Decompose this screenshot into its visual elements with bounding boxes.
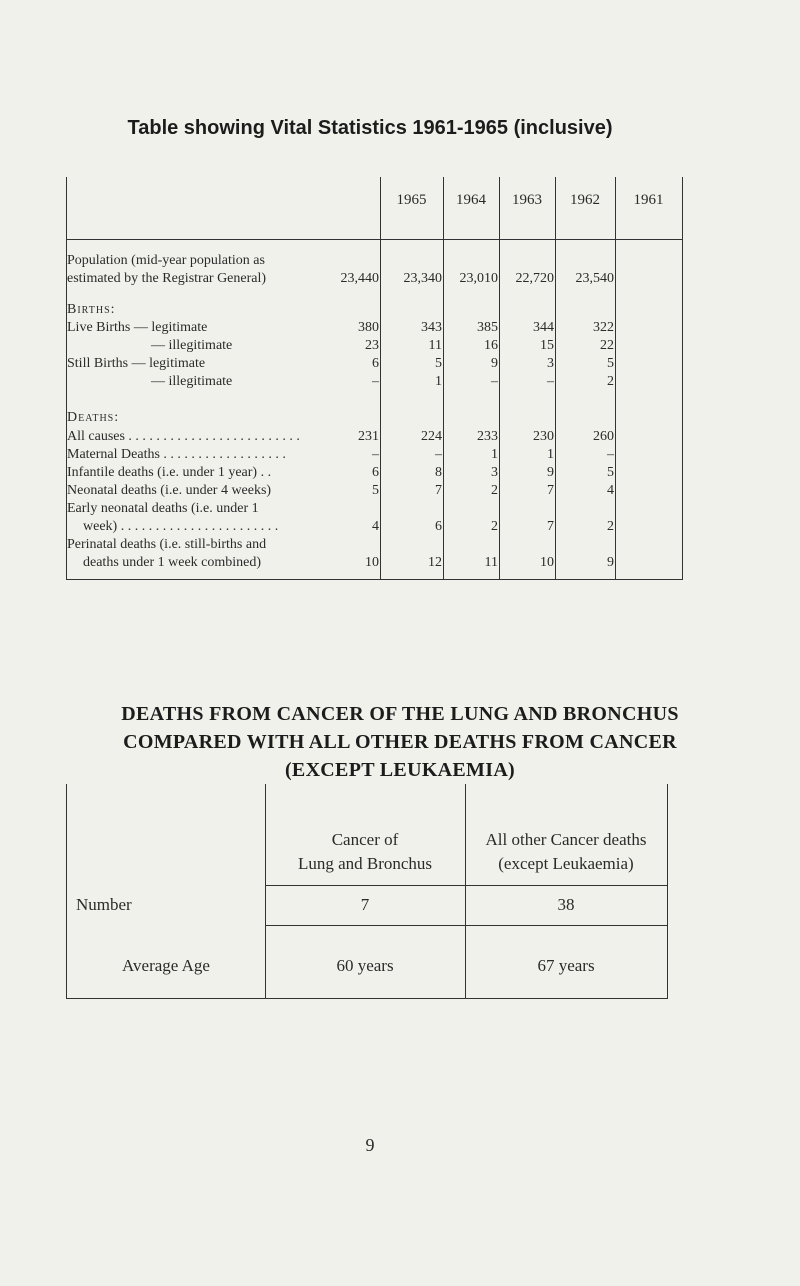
row-label: Perinatal deaths (i.e. still-births and xyxy=(67,537,267,552)
table-cell: 23,440 xyxy=(340,271,379,286)
population-label: Population (mid-year population as xyxy=(67,253,265,268)
header-divider xyxy=(67,239,682,240)
table-cell: 380 xyxy=(358,320,379,335)
table-row xyxy=(67,518,682,536)
table-cell: 7 xyxy=(360,895,370,914)
table-row xyxy=(67,337,682,355)
year-header: 1962 xyxy=(570,192,600,208)
table-row xyxy=(67,482,682,500)
table-cell: 10 xyxy=(540,555,554,570)
table-row xyxy=(67,355,682,373)
table-cell: 23,340 xyxy=(403,271,442,286)
table-cell: 4 xyxy=(372,519,379,534)
table-cell: 231 xyxy=(358,429,379,444)
table-cell: 22,720 xyxy=(515,271,554,286)
vital-stats-table xyxy=(66,177,683,580)
table-cell: 6 xyxy=(372,465,379,480)
table-cell: 11 xyxy=(428,338,442,353)
table-row xyxy=(67,554,682,572)
table-cell: 230 xyxy=(533,429,554,444)
table-row xyxy=(67,446,682,464)
births-heading: Births: xyxy=(67,302,116,317)
table-cell: 260 xyxy=(593,429,614,444)
table-cell: – xyxy=(607,447,614,462)
table-cell: 343 xyxy=(421,320,442,335)
table-cell: – xyxy=(547,374,554,389)
deaths-heading: Deaths: xyxy=(67,410,120,425)
header-line: (except Leukaemia) xyxy=(498,854,634,873)
population-label: estimated by the Registrar General) xyxy=(67,271,267,286)
table-cell: 23,010 xyxy=(459,271,498,286)
row-label: Maternal Deaths . . . . . . . . . . . . . . . . . . xyxy=(67,447,286,462)
table-cell: 7 xyxy=(547,519,554,534)
table-cell: 6 xyxy=(435,519,442,534)
row-label: Early neonatal deaths (i.e. under 1 xyxy=(67,501,259,516)
table-cell: 224 xyxy=(421,429,442,444)
table-cell: – xyxy=(372,374,379,389)
table-cell: 7 xyxy=(435,483,442,498)
cancer-table xyxy=(66,784,668,999)
header-line: Lung and Bronchus xyxy=(297,854,433,873)
year-header: 1965 xyxy=(396,192,427,208)
row-label: Live Births — legitimate xyxy=(67,320,208,335)
cancer-title-line: DEATHS FROM CANCER OF THE LUNG AND BRONCHUS xyxy=(121,703,679,725)
table-cell: 1 xyxy=(491,447,498,462)
table-cell: 5 xyxy=(607,356,614,371)
table-cell: 322 xyxy=(593,320,614,335)
row-label: deaths under 1 week combined) xyxy=(83,555,262,570)
table-cell: 9 xyxy=(607,555,614,570)
table-cell: 344 xyxy=(533,320,554,335)
table-cell: 2 xyxy=(607,374,614,389)
row-label: Average Age xyxy=(122,956,210,975)
table-cell: 11 xyxy=(484,555,498,570)
row-label: Still Births — legitimate xyxy=(67,356,206,371)
cancer-title-line: COMPARED WITH ALL OTHER DEATHS FROM CANCER xyxy=(123,731,677,753)
table-cell: 8 xyxy=(435,465,442,480)
table-cell: 60 years xyxy=(336,956,394,975)
table-cell: – xyxy=(491,374,498,389)
table-cell: 12 xyxy=(428,555,442,570)
table-cell: 15 xyxy=(540,338,554,353)
table-row xyxy=(67,319,682,337)
table-cell: 5 xyxy=(607,465,614,480)
table-cell: 23,540 xyxy=(575,271,614,286)
table-cell: 9 xyxy=(547,465,554,480)
table-cell: 23 xyxy=(365,338,379,353)
table-cell: 5 xyxy=(372,483,379,498)
header-line: Cancer of xyxy=(331,830,399,849)
table-cell: 7 xyxy=(547,483,554,498)
table-cell: 1 xyxy=(547,447,554,462)
table-cell: 67 years xyxy=(537,956,595,975)
table-cell: 10 xyxy=(365,555,379,570)
row-label: All causes . . . . . . . . . . . . . . . . . . . . . . . . . xyxy=(67,429,300,444)
table-cell: 385 xyxy=(477,320,498,335)
table-cell: 2 xyxy=(491,483,498,498)
row-divider xyxy=(265,885,667,886)
row-divider xyxy=(265,925,667,926)
lung-column-header xyxy=(265,828,465,876)
table-cell: – xyxy=(435,447,442,462)
cancer-title-line: (EXCEPT LEUKAEMIA) xyxy=(284,759,516,781)
table-cell: 9 xyxy=(491,356,498,371)
row-label: week) . . . . . . . . . . . . . . . . . . . . . . . xyxy=(83,519,279,534)
table-cell: 22 xyxy=(600,338,614,353)
row-label: — illegitimate xyxy=(151,338,233,353)
table-cell: 4 xyxy=(607,483,614,498)
other-column-header xyxy=(465,828,667,876)
table-cell: 6 xyxy=(372,356,379,371)
row-label: Infantile deaths (i.e. under 1 year) . . xyxy=(67,465,272,480)
table-cell: 3 xyxy=(491,465,498,480)
cancer-title xyxy=(0,700,800,784)
table-row xyxy=(67,373,682,391)
row-label: Number xyxy=(76,895,132,914)
table-cell: 3 xyxy=(547,356,554,371)
vital-stats-title: Table showing Vital Statistics 1961-1965 (inclusive) xyxy=(127,117,613,139)
page-number: 9 xyxy=(365,1135,375,1155)
table-row xyxy=(67,428,682,446)
table-cell: 5 xyxy=(435,356,442,371)
table-cell: – xyxy=(372,447,379,462)
row-label: — illegitimate xyxy=(151,374,233,389)
table-row xyxy=(67,464,682,482)
table-cell: 233 xyxy=(477,429,498,444)
table-cell: 2 xyxy=(491,519,498,534)
year-header: 1964 xyxy=(456,192,486,208)
table-cell: 16 xyxy=(484,338,498,353)
table-cell: 38 xyxy=(557,895,575,914)
header-line: All other Cancer deaths xyxy=(485,830,647,849)
population-row xyxy=(67,270,682,288)
year-header: 1963 xyxy=(512,192,542,208)
table-cell: 2 xyxy=(607,519,614,534)
row-label: Neonatal deaths (i.e. under 4 weeks) xyxy=(67,483,272,498)
year-header: 1961 xyxy=(633,192,664,208)
table-cell: 1 xyxy=(435,374,442,389)
